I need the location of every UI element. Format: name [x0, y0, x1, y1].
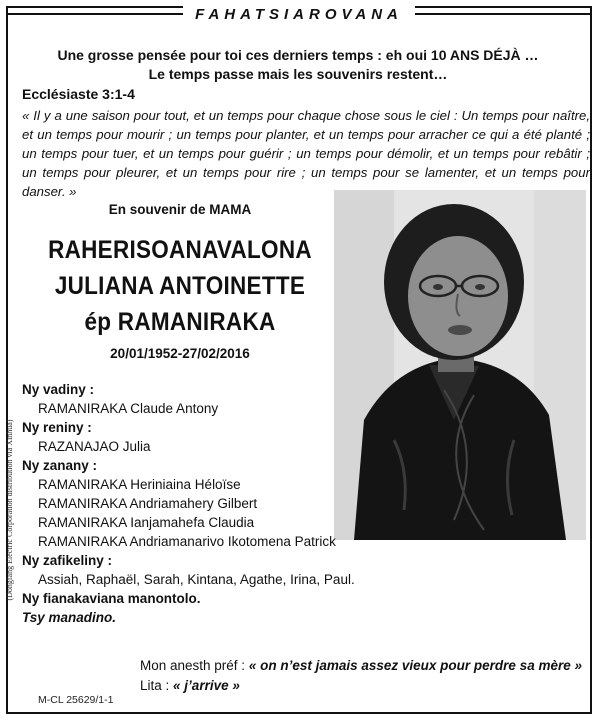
side-credit-text: (Dongfang Electric Corporation distribution via Xinhua) — [5, 419, 14, 601]
zanany-label: Ny zanany : — [22, 458, 98, 473]
deceased-name — [36, 232, 324, 340]
intro-line-2: Le temps passe mais les souvenirs restent… — [148, 66, 448, 82]
intro-text — [10, 46, 586, 84]
side-credit — [0, 390, 14, 630]
lita-prefix: Lita : — [140, 678, 170, 693]
lita-quote: « j’arrive » — [173, 678, 240, 693]
reniny-name: RAZANAJAO Julia — [38, 439, 151, 454]
deceased-name-line-2: JULIANA ANTOINETTE — [54, 272, 306, 300]
family-list — [22, 380, 355, 627]
deceased-name-line-1: RAHERISOANAVALONA — [48, 236, 312, 264]
notice-header — [6, 0, 592, 28]
zanany-name: RAMANIRAKA Ianjamahefa Claudia — [38, 515, 255, 530]
portrait-illustration — [334, 190, 586, 540]
intro-line-1: Une grosse pensée pour toi ces derniers temps : eh oui 10 ANS DÉJÀ … — [57, 47, 539, 63]
zafikeliny-names: Assiah, Raphaël, Sarah, Kintana, Agathe, Irina, Paul. — [38, 572, 355, 587]
anesth-prefix: Mon anesth préf : — [140, 658, 246, 673]
zanany-name: RAMANIRAKA Andriamahery Gilbert — [38, 496, 258, 511]
deceased-name-line-3: ép RAMANIRAKA — [84, 308, 276, 336]
life-dates: 20/01/1952-27/02/2016 — [110, 346, 250, 361]
bible-reference: Ecclésiaste 3:1-4 — [22, 86, 135, 102]
souvenir-line: En souvenir de MAMA — [108, 202, 252, 217]
reference-code: M-CL 25629/1-1 — [38, 694, 114, 706]
bible-quote: « Il y a une saison pour tout, et un temps pour chaque chose sous le ciel : Un temps pour naître, et un temps pour mourir ; un temps pour planter, et un temps pour arracher ce qui a été planté ; un temps pour tuer, et un temps pour guérir ; un temps pour démolir, et un temps pour rebâtir ; un temps pour pleurer, et un temps pour rire ; un temps pour se lamenter, et un temps pour danser. » — [22, 108, 590, 199]
tsy-manadino: Tsy manadino. — [22, 610, 117, 625]
vadiny-name: RAMANIRAKA Claude Antony — [38, 401, 219, 416]
closing-notes — [140, 656, 582, 696]
portrait-photo — [334, 190, 586, 540]
anesth-line — [140, 656, 582, 676]
lita-line — [140, 676, 582, 696]
vadiny-label: Ny vadiny : — [22, 382, 95, 397]
zanany-name: RAMANIRAKA Andriamanarivo Ikotomena Patrick — [38, 534, 336, 549]
fianakaviana-label: Ny fianakaviana manontolo. — [22, 591, 201, 606]
notice-title: FAHATSIAROVANA — [183, 6, 415, 23]
anesth-quote: « on n’est jamais assez vieux pour perdre sa mère » — [248, 658, 582, 673]
zanany-name: RAMANIRAKA Heriniaina Héloïse — [38, 477, 241, 492]
reniny-label: Ny reniny : — [22, 420, 92, 435]
zafikeliny-label: Ny zafikeliny : — [22, 553, 113, 568]
